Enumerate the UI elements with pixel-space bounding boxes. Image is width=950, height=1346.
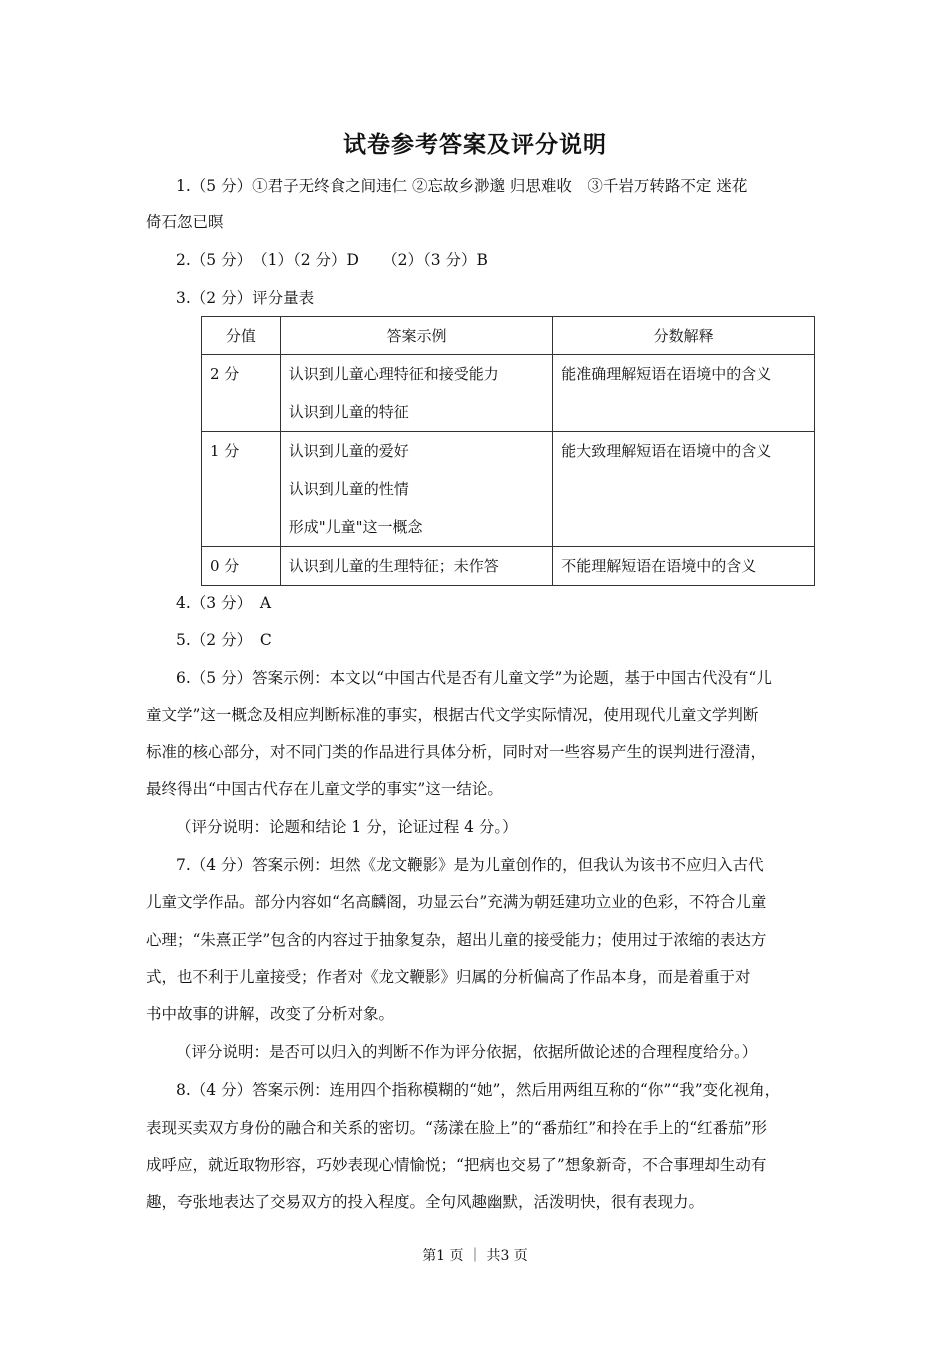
scoring-table [201,316,815,586]
q5-line: 5.（2 分） C [176,631,272,649]
row-explain: 不能理解短语在语境中的含义 [561,557,757,575]
q1-line-2: 倚石忽已暝 [146,213,224,231]
q6-line-3: 标准的核心部分，对不同门类的作品进行具体分析，同时对一些容易产生的误判进行澄清， [146,743,767,761]
header-example: 答案示例 [280,317,553,355]
q8-line-3: 成呼应，就近取物形容，巧妙表现心情愉悦；“把病也交易了”想象新奇，不合事理却生动有 [146,1156,767,1174]
row-explain: 能准确理解短语在语境中的含义 [561,365,772,383]
row-example: 认识到儿童的特征 [288,403,409,421]
header-score: 分值 [202,317,281,355]
q6-note: （评分说明：论题和结论 1 分，论证过程 4 分。） [176,818,518,836]
q7-line-5: 书中故事的讲解，改变了分析对象。 [146,1005,395,1023]
q7-line-4: 式，也不利于儿童接受；作者对《龙文鞭影》归属的分析偏高了作品本身，而是着重于对 [146,968,751,986]
q8-line-1: 8.（4 分）答案示例：连用四个指称模糊的“她”，然后用两组互称的“你”“我”变化视角， [176,1081,781,1099]
row-example: 认识到儿童的性情 [288,480,409,498]
q7-line-3: 心理；“朱熹正学”包含的内容过于抽象复杂，超出儿童的接受能力；使用过于浓缩的表达方 [146,931,767,949]
row-explain: 能大致理解短语在语境中的含义 [561,442,772,460]
table-row [202,355,815,432]
q7-line-1: 7.（4 分）答案示例：坦然《龙文鞭影》是为儿童创作的，但我认为该书不应归入古代 [176,856,764,874]
page-title: 试卷参考答案及评分说明 [343,132,607,158]
q2-line: 2.（5 分） （1）（2 分）D （2）（3 分）B [176,251,488,269]
row-score: 1 分 [210,442,240,460]
page-footer: 第1 页 ｜ 共3 页 [422,1248,528,1264]
header-explain: 分数解释 [553,317,815,355]
table-row [202,432,815,547]
q6-line-4: 最终得出“中国古代存在儿童文学的事实”这一结论。 [146,780,503,798]
row-example: 认识到儿童心理特征和接受能力 [288,365,499,383]
q7-note: （评分说明：是否可以归入的判断不作为评分依据，依据所做论述的合理程度给分。） [176,1043,758,1061]
q6-line-1: 6.（5 分）答案示例：本文以“中国古代是否有儿童文学”为论题，基于中国古代没有“儿 [176,669,772,687]
q1-line-1: 1.（5 分）①君子无终食之间违仁 ②忘故乡渺邈 归思难收 ③千岩万转路不定 迷花 [176,177,748,195]
q8-line-4: 趣，夸张地表达了交易双方的投入程度。全句风趣幽默，活泼明快，很有表现力。 [146,1193,705,1211]
row-example: 认识到儿童的生理特征；未作答 [288,557,499,575]
table-header-row [202,317,815,355]
q7-line-2: 儿童文学作品。部分内容如“名高麟阁，功显云台”充满为朝廷建功立业的色彩，不符合儿童 [146,893,767,911]
row-score: 0 分 [210,557,240,575]
q8-line-2: 表现买卖双方身份的融合和关系的密切。“荡漾在脸上”的“番茄红”和拎在手上的“红番茄”形 [146,1119,768,1137]
q3-heading: 3.（2 分）评分量表 [176,289,315,307]
row-example: 形成"儿童"这一概念 [288,518,423,536]
row-example: 认识到儿童的爱好 [288,442,409,460]
q6-line-2: 童文学”这一概念及相应判断标准的事实，根据古代文学实际情况，使用现代儿童文学判断 [146,706,759,724]
table-row [202,547,815,586]
row-score: 2 分 [210,365,240,383]
q4-line: 4.（3 分） A [176,594,272,612]
